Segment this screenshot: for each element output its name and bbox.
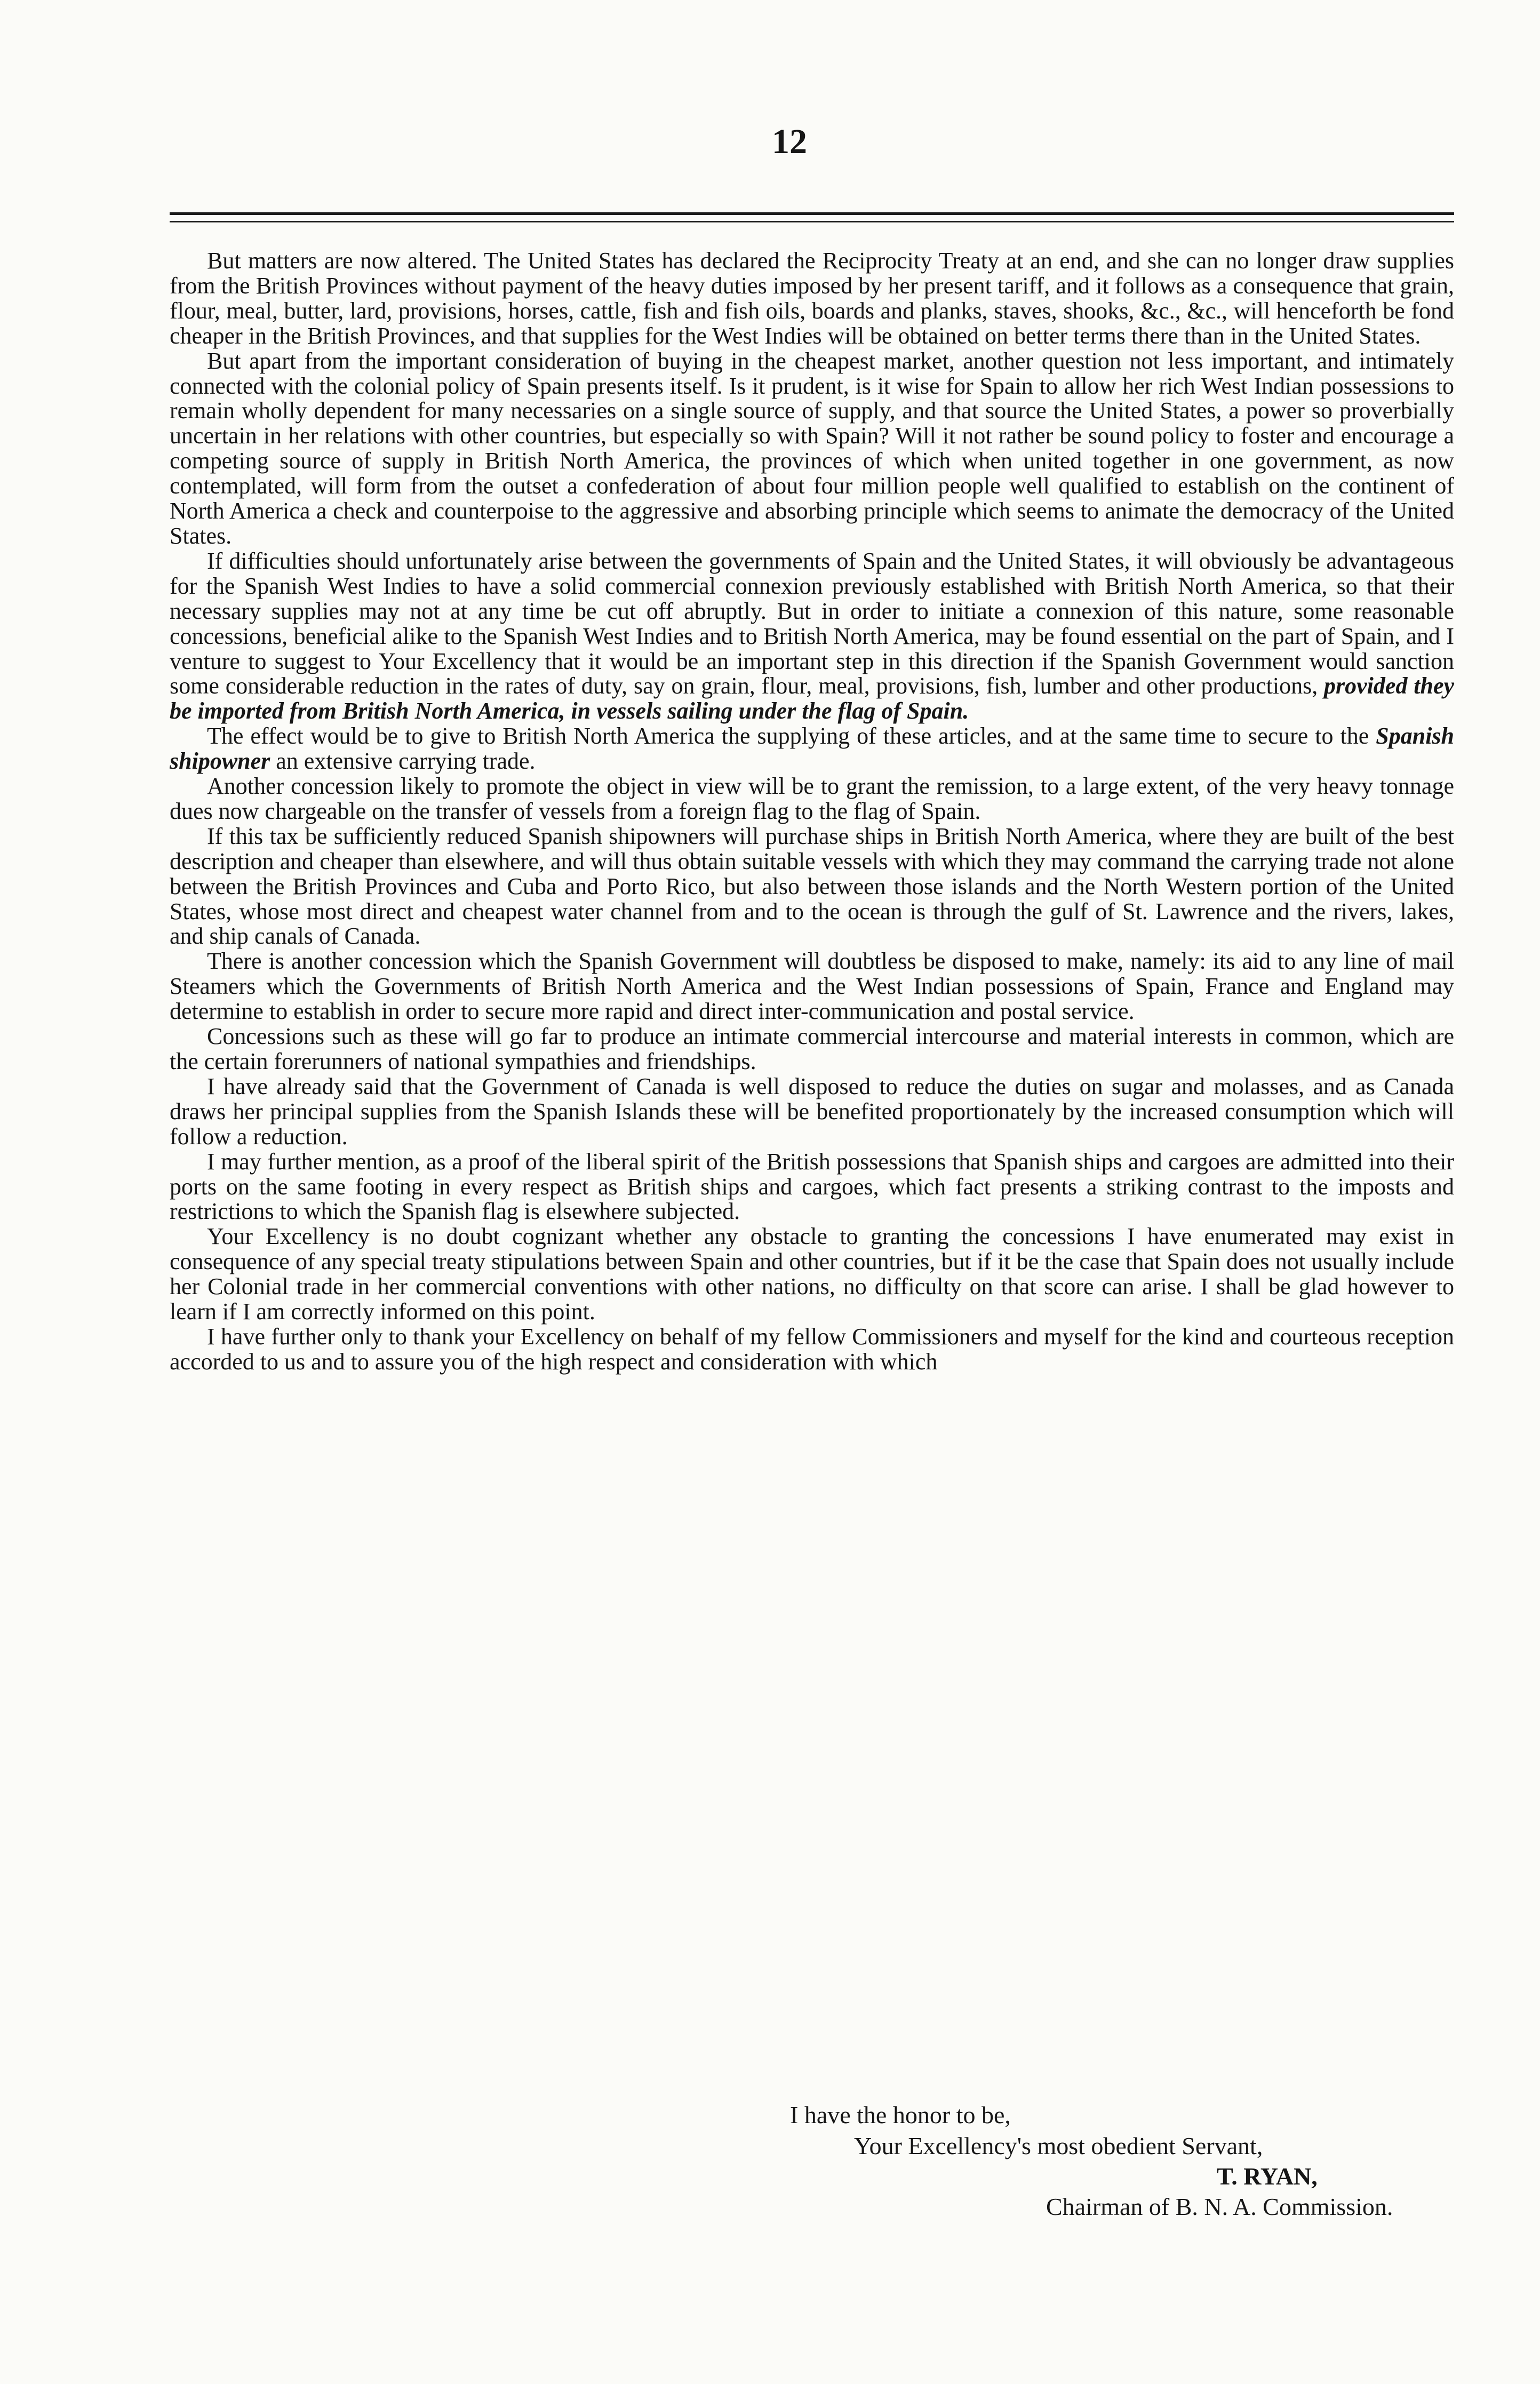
signature-title: Chairman of B. N. A. Commission. <box>1046 2193 1393 2220</box>
paragraph-policy-question: But apart from the important consideration of buying in the cheapest market, another question not less important, and intimately connected with the colonial policy of Spain presents itself. Is it prudent, is it wise for Spain to allow her rich West Indian possessions to remain wholly dependent for many necessaries on a single source of supply, and that source the United States, a power so proverbially uncertain in her relations with other countries, but especially so with Spain? Will it not rather be sound policy to foster and encourage a competing source of supply in British North America, the provinces of which when united together in one government, as now contemplated, will form from the outset a confederation of about four million people well qualified to establish on the continent of North America a check and counterpoise to the aggressive and absorbing principle which seems to animate the democracy of the United States. <box>170 347 1454 549</box>
paragraph-thanks: I have further only to thank your Excellency on behalf of my fellow Commissioners and myself for the kind and courteous reception accorded to us and to assure you of the high respect and consideration with which <box>170 1323 1454 1375</box>
paragraph-effect-text: The effect would be to give to British North America the supplying of these articles, and at the same time to secure to the <box>207 723 1369 750</box>
closing-salutation: I have the honor to be, <box>790 2101 1011 2128</box>
shipowner-emphasis: Spanish shipowner <box>170 723 1455 775</box>
proviso-emphasis: provided they be imported from British North America, in vessels sailing under the flag of Spain. <box>170 673 1455 724</box>
paragraph-mail-steamers: There is another concession which the Spanish Government will doubtless be disposed to make, namely: its aid to any line of mail Steamers which the Governments of British North America and the West Indian possessions of Spain, France and England may determine to establish in order to secure more rapid and direct inter-communication and postal service. <box>170 948 1454 1025</box>
header-rule-thin <box>170 221 1454 222</box>
page-number: 12 <box>772 122 807 161</box>
paragraph-tax-reduction: If this tax be sufficiently reduced Spanish shipowners will purchase ships in British North America, where they are built of the best description and cheaper than elsewhere, and will thus obtain suitable vessels with which they may command the carrying trade not alone between the British Provinces and Cuba and Porto Rico, but also between those islands and the North Western portion of the United States, whose most direct and cheapest water channel from and to the ocean is through the gulf of St. Lawrence and the rivers, lakes, and ship canals of Canada. <box>170 823 1454 950</box>
closing-servant: Your Excellency's most obedient Servant, <box>854 2132 1263 2159</box>
paragraph-concessions: Concessions such as these will go far to produce an intimate commercial intercourse and material interests in common, which are the certain forerunners of national sympathies and friendships. <box>170 1023 1454 1074</box>
paragraph-effect <box>170 724 1454 774</box>
letter-body <box>170 249 1454 1375</box>
signature-name: T. RYAN, <box>1217 2163 1318 2190</box>
header-rule-thick <box>170 212 1454 215</box>
paragraph-effect-tail: an extensive carrying trade. <box>276 748 536 775</box>
paragraph-liberal-spirit: I may further mention, as a proof of the liberal spirit of the British possessions that Spanish ships and cargoes are admitted into their ports on the same footing in every respect as British ships and cargoes, which fact presents a striking contrast to the imposts and restrictions to which the Spanish flag is elsewhere subjected. <box>170 1148 1454 1225</box>
paragraph-reciprocity: But matters are now altered. The United States has declared the Reciprocity Treaty at an end, and she can no longer draw supplies from the British Provinces without payment of the heavy duties imposed by her present tariff, and it follows as a consequence that grain, flour, meal, butter, lard, provisions, horses, cattle, fish and fish oils, boards and planks, staves, shooks, &c., &c., will henceforth be fond cheaper in the British Provinces, and that supplies for the West Indies will be obtained on better terms there than in the United States. <box>170 248 1454 349</box>
paragraph-tonnage-dues: Another concession likely to promote the object in view will be to grant the remission, to a large extent, of the very heavy tonnage dues now chargeable on the transfer of vessels from a foreign flag to the flag of Spain. <box>170 773 1454 824</box>
paragraph-difficulties <box>170 549 1454 724</box>
paragraph-difficulties-text: If difficulties should unfortunately arise between the governments of Spain and the United States, it will obviously be advantageous for the Spanish West Indies to have a solid commercial connexion previously established with British North America, so that their necessary supplies may not at any time be cut off abruptly. But in order to initiate a connexion of this nature, some reasonable concessions, beneficial alike to the Spanish West Indies and to British North America, may be found essential on the part of Spain, and I venture to suggest to Your Excellency that it would be an important step in this direction if the Spanish Government would sanction some considerable reduction in the rates of duty, say on grain, flour, meal, provisions, fish, lumber and other productions, <box>170 547 1454 699</box>
paragraph-treaty-stipulations: Your Excellency is no doubt cognizant whether any obstacle to granting the concessions I have enumerated may exist in consequence of any special treaty stipulations between Spain and other countries, but if it be the case that Spain does not usually include her Colonial trade in her commercial conventions with other nations, no difficulty on that score can arise. I shall be glad however to learn if I am correctly informed on this point. <box>170 1223 1454 1325</box>
paragraph-sugar-molasses: I have already said that the Government of Canada is well disposed to reduce the duties on sugar and molasses, and as Canada draws her principal supplies from the Spanish Islands these will be benefited proportionately by the increased consumption which will follow a reduction. <box>170 1073 1454 1150</box>
